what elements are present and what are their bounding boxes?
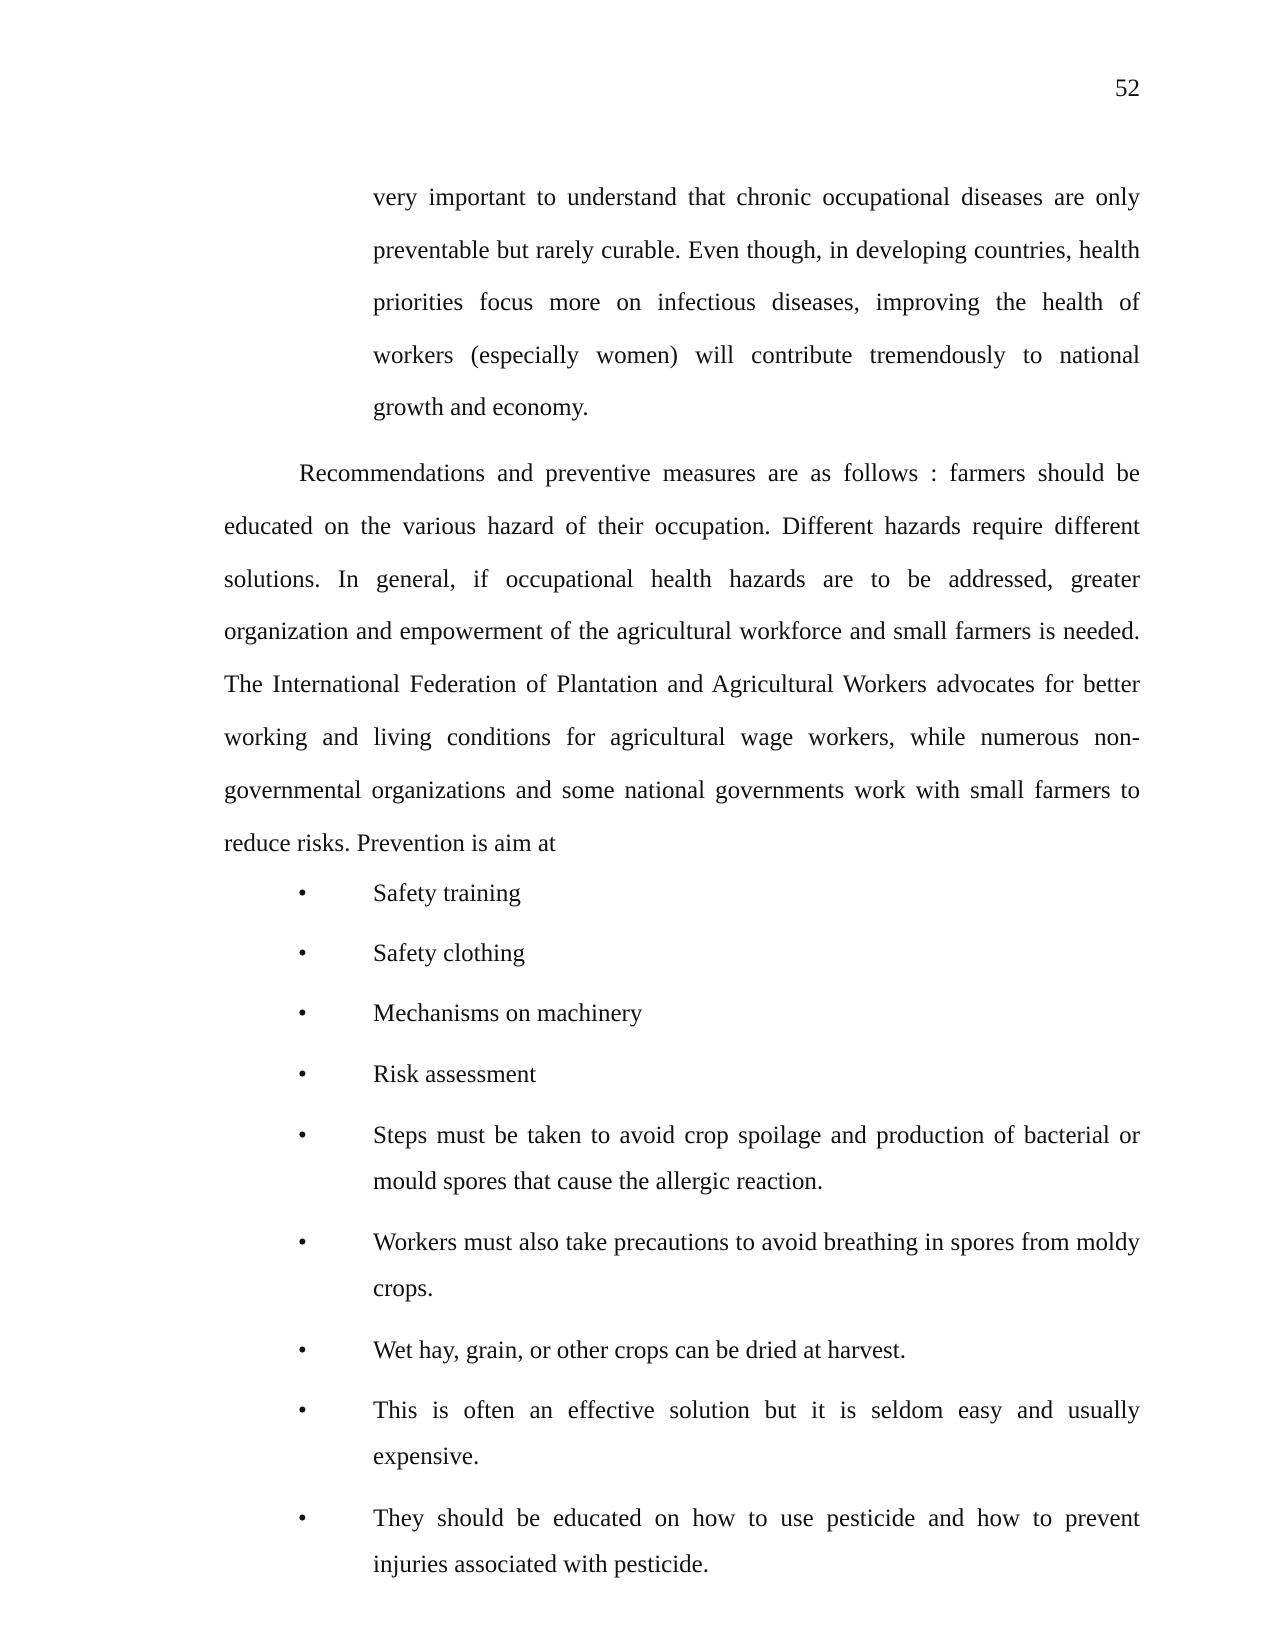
page-number: 52	[1115, 75, 1140, 102]
bullet-icon: •	[298, 880, 307, 907]
indented-block-paragraph: very important to understand that chronic occupational diseases are only preventable but rarely curable. Even though, in developing countries, health priorities focus more on infectious diseases, improving the health of workers (especially women) will contribute tremendously to national growth and economy.	[373, 184, 1140, 422]
bullet-icon: •	[298, 1337, 307, 1364]
bullet-text: Wet hay, grain, or other crops can be dried at harvest.	[373, 1337, 906, 1364]
bullet-icon: •	[298, 940, 307, 967]
bullet-text: Mechanisms on machinery	[373, 1000, 643, 1027]
bullet-icon: •	[298, 1122, 307, 1149]
bullet-icon: •	[298, 1229, 307, 1256]
bullet-text: They should be educated on how to use pesticide and how to prevent injuries associated with pesticide.	[373, 1505, 1140, 1578]
bullet-text: Steps must be taken to avoid crop spoilage and production of bacterial or mould spores that cause the allergic reaction.	[373, 1122, 1140, 1195]
recommendations-paragraph: Recommendations and preventive measures are as follows : farmers should be educated on the various hazard of their occupation. Different hazards require different solutions. In general, if occupational health hazards are to be addressed, greater organization and empowerment of the agricultural workforce and small farmers is needed. The International Federation of Plantation and Agricultural Workers advocates for better working and living conditions for agricultural wage workers, while numerous non-governmental organizations and some national governments work with small farmers to reduce risks. Prevention is aim at	[224, 460, 1140, 857]
bullet-text: Workers must also take precautions to avoid breathing in spores from moldy crops.	[373, 1229, 1140, 1302]
bullet-icon: •	[298, 1000, 307, 1027]
bullet-text: Safety clothing	[373, 940, 526, 967]
bullet-icon: •	[298, 1397, 307, 1424]
bullet-text: This is often an effective solution but it is seldom easy and usually expensive.	[373, 1397, 1140, 1470]
bullet-icon: •	[298, 1505, 307, 1532]
bullet-text: Safety training	[373, 880, 521, 907]
bullet-text: Risk assessment	[373, 1061, 537, 1088]
bullet-icon: •	[298, 1061, 307, 1088]
